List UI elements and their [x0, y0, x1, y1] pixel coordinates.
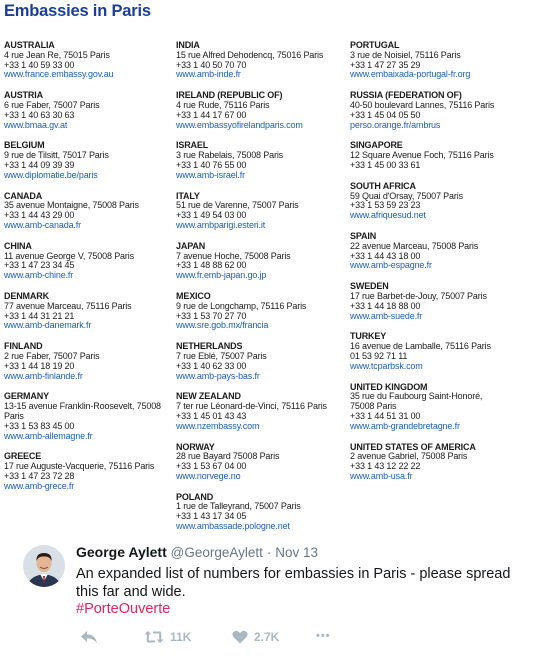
embassy-detail-line: +33 1 44 18 88 00 — [350, 300, 421, 311]
country-name: JAPAN — [176, 240, 206, 251]
embassy-detail-line: 35 rue du Faubourg Saint-Honoré, — [350, 391, 483, 402]
embassy-entry — [4, 242, 174, 281]
country-name: SPAIN — [350, 230, 377, 241]
embassy-entry — [350, 282, 534, 321]
country-name: NEW ZEALAND — [176, 391, 241, 402]
embassy-entry — [4, 292, 174, 331]
embassy-detail-line: Paris — [4, 410, 24, 421]
embassy-detail-line: 35 avenue Montaigne, 75008 Paris — [4, 200, 139, 211]
like-count: 2.7K — [254, 630, 280, 644]
embassy-entry — [350, 91, 534, 130]
embassy-detail-line: 9 rue de Longchamp, 75116 Paris — [176, 300, 307, 311]
embassy-detail-line: +33 1 45 01 43 43 — [176, 410, 247, 421]
embassy-detail-line: 7 rue Eblé, 75007 Paris — [176, 350, 267, 361]
embassy-detail-line: 75008 Paris — [350, 401, 397, 412]
embassy-entry — [176, 342, 348, 381]
country-name: MEXICO — [176, 290, 211, 301]
embassy-entry — [4, 41, 174, 80]
country-name: IRELAND (REPUBLIC OF) — [176, 90, 283, 101]
country-name: SINGAPORE — [350, 140, 403, 151]
retweet-icon — [144, 630, 164, 644]
embassy-website: www.ambassade.pologne.net — [176, 521, 290, 532]
country-name: GERMANY — [4, 391, 49, 402]
embassy-column-3 — [350, 41, 534, 493]
embassy-detail-line: 2 rue Faber, 75007 Paris — [4, 350, 100, 361]
embassy-entry — [176, 242, 348, 281]
embassy-detail-line: +33 1 44 31 21 21 — [4, 310, 75, 321]
embassy-website: www.fr.emb-japan.go.jp — [176, 270, 267, 281]
embassy-detail-line: 7 ter rue Léonard-de-Vinci, 75116 Paris — [176, 401, 327, 412]
embassy-detail-line: 59 Quai d'Orsay, 75007 Paris — [350, 190, 463, 201]
embassy-website: www.bmaa.gv.at — [4, 119, 68, 130]
embassy-entry — [176, 192, 348, 231]
embassy-entry — [350, 443, 534, 482]
tweet-text: An expanded list of numbers for embassies in Paris - please spread this far and wide. — [76, 566, 511, 600]
embassy-detail-line: +33 1 53 83 45 00 — [4, 420, 75, 431]
embassy-website: www.ambparigi.esteri.it — [176, 219, 266, 230]
country-name: ISRAEL — [176, 140, 209, 151]
embassy-website: www.amb-danemark.fr — [4, 320, 92, 331]
embassy-detail-line: 3 rue Rabelais, 75008 Paris — [176, 150, 284, 161]
embassy-detail-line: 13-15 avenue Franklin-Roosevelt, 75008 — [4, 401, 161, 412]
country-name: DENMARK — [4, 290, 49, 301]
embassy-entry — [4, 392, 174, 441]
embassy-website: www.tcparbsk.com — [350, 360, 423, 371]
embassy-detail-line: +33 1 43 17 34 05 — [176, 511, 247, 522]
embassy-entry — [350, 383, 534, 432]
country-name: NETHERLANDS — [176, 341, 243, 352]
embassy-website: www.sre.gob.mx/francia — [176, 320, 269, 331]
country-name: UNITED KINGDOM — [350, 381, 428, 392]
embassy-entry — [4, 192, 174, 231]
embassy-detail-line: +33 1 40 50 70 70 — [176, 59, 247, 70]
avatar[interactable] — [23, 545, 65, 587]
tweet-header — [76, 544, 318, 560]
embassy-entry — [350, 141, 534, 170]
embassy-detail-line: +33 1 44 17 67 00 — [176, 109, 247, 120]
embassy-website: www.norvege.no — [176, 470, 241, 481]
embassy-detail-line: 11 avenue George V, 75008 Paris — [4, 250, 134, 261]
embassy-detail-line: +33 1 44 51 31 00 — [350, 410, 421, 421]
embassy-entry — [176, 91, 348, 130]
embassy-detail-line: +33 1 47 23 34 45 — [4, 260, 75, 271]
embassy-detail-line: +33 1 43 12 22 22 — [350, 461, 421, 472]
more-button[interactable] — [316, 630, 331, 642]
embassy-website: www.nzembassy.com — [176, 420, 260, 431]
embassy-website: www.amb-grandebretagne.fr — [350, 420, 460, 431]
embassy-detail-line: 51 rue de Varenne, 75007 Paris — [176, 200, 299, 211]
country-name: FINLAND — [4, 341, 43, 352]
country-name: BELGIUM — [4, 140, 45, 151]
embassy-detail-line: +33 1 53 67 04 00 — [176, 461, 247, 472]
embassy-entry — [176, 392, 348, 431]
embassy-entry — [350, 232, 534, 271]
embassy-website: www.amb-pays-bas.fr — [176, 370, 260, 381]
embassy-column-1 — [4, 41, 174, 502]
embassy-detail-line: +33 1 47 27 35 29 — [350, 59, 421, 70]
embassy-entry — [176, 292, 348, 331]
embassy-website: www.amb-inde.fr — [176, 69, 241, 80]
country-name: CANADA — [4, 190, 43, 201]
retweet-button[interactable] — [144, 630, 191, 644]
embassy-entry — [350, 41, 534, 80]
embassy-entry — [4, 342, 174, 381]
hashtag-link[interactable]: #PorteOuverte — [76, 601, 171, 617]
reply-button[interactable] — [80, 630, 98, 644]
embassy-detail-line: 40-50 boulevard Lannes, 75116 Paris — [350, 99, 495, 110]
tweet-date[interactable]: Nov 13 — [275, 545, 318, 560]
embassy-website: www.amb-allemagne.fr — [4, 430, 93, 441]
country-name: TURKEY — [350, 331, 387, 342]
embassy-entry — [4, 91, 174, 130]
embassy-detail-line: +33 1 49 54 03 00 — [176, 210, 247, 221]
embassy-detail-line: +33 1 53 59 23 23 — [350, 200, 421, 211]
embassy-website: perso.orange.fr/ambrus — [350, 119, 441, 130]
display-name[interactable]: George Aylett — [76, 544, 167, 560]
embassy-detail-line: 6 rue Faber, 75007 Paris — [4, 99, 100, 110]
embassy-website: www.amb-suede.fr — [350, 310, 423, 321]
country-name: POLAND — [176, 491, 214, 502]
embassy-detail-line: +33 1 40 62 33 00 — [176, 360, 247, 371]
embassy-detail-line: +33 1 53 70 27 70 — [176, 310, 247, 321]
country-name: PORTUGAL — [350, 40, 400, 50]
embassy-detail-line: +33 1 44 43 29 00 — [4, 210, 75, 221]
embassy-website: www.amb-canada.fr — [4, 219, 81, 230]
country-name: RUSSIA (FEDERATION OF) — [350, 90, 462, 101]
embassy-website: www.amb-finlande.fr — [4, 370, 83, 381]
embassy-detail-line: 12 Square Avenue Foch, 75116 Paris — [350, 150, 494, 161]
country-name: INDIA — [176, 40, 200, 50]
embassy-detail-line: +33 1 44 09 39 39 — [4, 159, 75, 170]
country-name: UNITED STATES OF AMERICA — [350, 441, 476, 452]
user-handle[interactable]: @GeorgeAylett — [170, 545, 263, 560]
country-name: AUSTRALIA — [4, 40, 55, 50]
retweet-count: 11K — [170, 630, 192, 644]
embassy-detail-line: +33 1 40 76 55 00 — [176, 159, 247, 170]
embassy-detail-line: +33 1 47 23 72 28 — [4, 470, 75, 481]
embassy-detail-line: 17 rue Auguste-Vacquerie, 75116 Paris — [4, 461, 155, 472]
separator-dot: · — [266, 545, 272, 560]
tweet-actions — [76, 630, 376, 650]
embassy-detail-line: 28 rue Bayard 75008 Paris — [176, 451, 280, 462]
embassy-detail-line: 01 53 92 71 11 — [350, 350, 408, 361]
country-name: CHINA — [4, 240, 32, 251]
country-name: NORWAY — [176, 441, 215, 452]
embassy-detail-line: 4 rue Jean Re, 75015 Paris — [4, 49, 110, 60]
country-name: ITALY — [176, 190, 200, 201]
tweet — [0, 530, 536, 661]
more-icon: ••• — [316, 630, 331, 642]
country-name: SWEDEN — [350, 281, 389, 292]
embassy-detail-line: 16 avenue de Lamballe, 75116 Paris — [350, 341, 491, 352]
embassy-detail-line: +33 1 40 59 33 00 — [4, 59, 75, 70]
embassy-entry — [176, 41, 348, 80]
embassy-detail-line: 2 avenue Gabriel, 75008 Paris — [350, 451, 468, 462]
embassy-entry — [176, 493, 348, 532]
embassy-detail-line: +33 1 45 00 33 61 — [350, 159, 421, 170]
embassy-detail-line: 77 avenue Marceau, 75116 Paris — [4, 300, 132, 311]
heart-icon — [232, 630, 248, 644]
embassy-detail-line: 3 rue de Noisiel, 75116 Paris — [350, 49, 461, 60]
embassy-detail-line: 7 avenue Hoche, 75008 Paris — [176, 250, 291, 261]
embassy-entry — [4, 141, 174, 180]
embassy-detail-line: 15 rue Alfred Dehodencq, 75016 Paris — [176, 49, 324, 60]
embassy-detail-line: +33 1 48 88 62 00 — [176, 260, 247, 271]
embassy-column-2 — [176, 41, 348, 543]
embassy-detail-line: +33 1 40 63 30 63 — [4, 109, 75, 120]
embassy-detail-line: 1 rue de Talleyrand, 75007 Paris — [176, 501, 301, 512]
page-title: Embassies in Paris — [4, 2, 151, 20]
embassy-website: www.embaixada-portugal-fr.org — [350, 69, 471, 80]
country-name: GREECE — [4, 451, 42, 462]
embassy-website: www.diplomatie.be/paris — [4, 169, 98, 180]
embassy-detail-line: +33 1 44 43 18 00 — [350, 250, 421, 261]
embassy-website: www.amb-usa.fr — [350, 470, 413, 481]
embassy-website: www.amb-espagne.fr — [350, 260, 432, 271]
embassy-entry — [350, 182, 534, 221]
embassy-website: www.france.embassy.gov.au — [4, 69, 114, 80]
embassy-detail-line: 22 avenue Marceau, 75008 Paris — [350, 240, 479, 251]
embassy-entry — [176, 141, 348, 180]
embassy-detail-line: +33 1 44 18 19 20 — [4, 360, 75, 371]
embassy-entry — [4, 452, 174, 491]
avatar-photo-icon — [23, 545, 65, 587]
country-name: SOUTH AFRICA — [350, 180, 416, 191]
country-name: AUSTRIA — [4, 90, 43, 101]
embassy-detail-line: 17 rue Barbet-de-Jouy, 75007 Paris — [350, 290, 487, 301]
like-button[interactable] — [232, 630, 279, 644]
embassy-detail-line: +33 1 45 04 05 50 — [350, 109, 421, 120]
embassy-detail-line: 4 rue Rude, 75116 Paris — [176, 99, 270, 110]
embassy-entry — [176, 443, 348, 482]
embassy-website: www.amb-grece.fr — [4, 480, 75, 491]
embassy-website: www.amb-chine.fr — [4, 270, 74, 281]
embassy-entry — [350, 332, 534, 371]
embassy-website: www.afriquesud.net — [350, 210, 426, 221]
embassy-detail-line: 9 rue de Tilsitt, 75017 Paris — [4, 150, 109, 161]
embassy-website: www.amb-israel.fr — [176, 169, 245, 180]
embassy-website: www.embassyofirelandparis.com — [176, 119, 303, 130]
reply-icon — [80, 630, 98, 644]
